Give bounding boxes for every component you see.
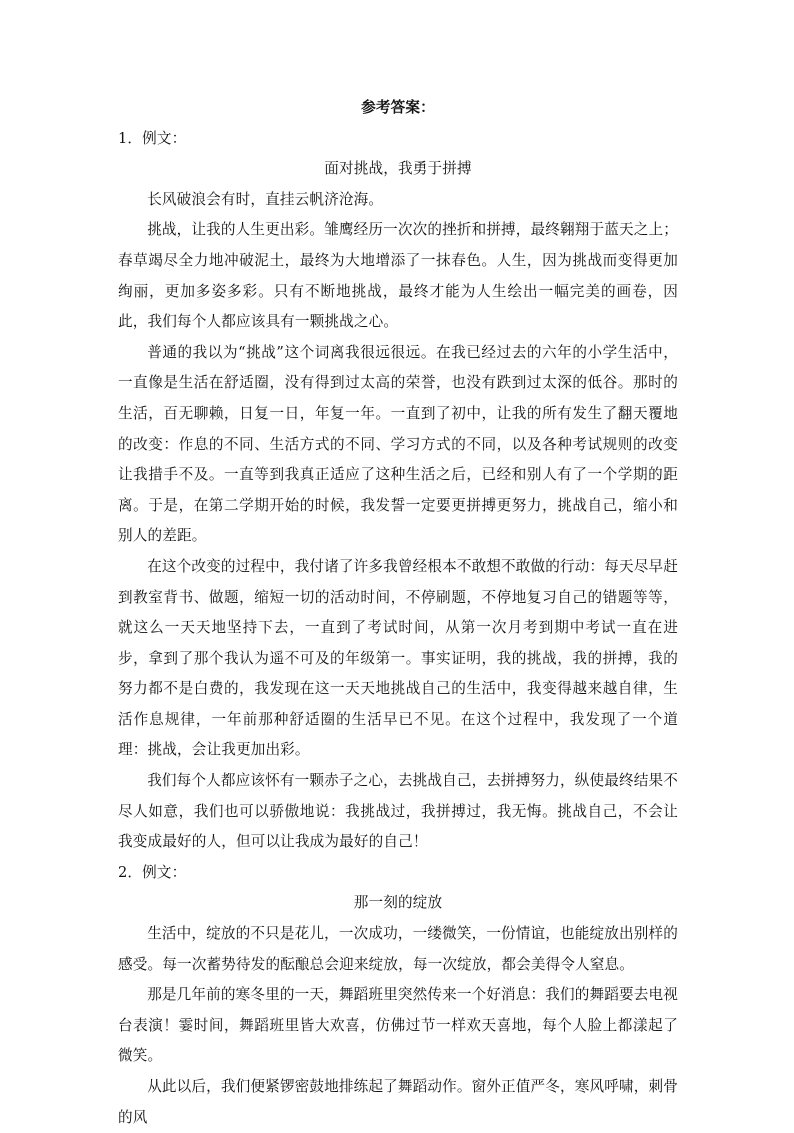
item-1-paragraph: 在这个改变的过程中，我付诸了许多我曾经根本不敢想不敢做的行动：每天尽早赶到教室背书、做题，缩短一切的活动时间，不停刷题，不停地复习自己的错题等等，就这么一天天地坚持下去，一直到了考试时间，从第一次月考到期中考试一直在进步，拿到了那个我认为遥不可及的年级第一。事实证明，我的挑战，我的拼搏，我的努力都不是白费的，我发现在这一天天地挑战自己的生活中，我变得越来越自律，生活作息规律，一年前那种舒适圈的生活早已不见。在这个过程中，我发现了一个道理：挑战，会让我更加出彩。	[118, 557, 678, 759]
item-1-paragraph: 普通的我以为“挑战”这个词离我很远很远。在我已经过去的六年的小学生活中，一直像是生活在舒适圈，没有得到过太高的荣誉，也没有跌到过太深的低谷。那时的生活，百无聊赖，日复一日，年复一年。一直到了初中，让我的所有发生了翻天覆地的改变：作息的不同、生活方式的不同、学习方式的不同，以及各种考试规则的改变让我措手不及。一直等到我真正适应了这种生活之后，已经和别人有了一个学期的距离。于是，在第二学期开始的时候，我发誓一定要更拼搏更努力，挑战自己，缩小和别人的差距。	[118, 343, 678, 545]
item-2-paragraph: 从此以后，我们便紧锣密鼓地排练起了舞蹈动作。窗外正值严冬，寒风呼啸，刺骨的风	[118, 1078, 678, 1126]
item-2-paragraph: 那是几年前的寒冬里的一天，舞蹈班里突然传来一个好消息：我们的舞蹈要去电视台表演！霎时间，舞蹈班里皆大欢喜，仿佛过节一样欢天喜地，每个人脸上都漾起了微笑。	[118, 986, 678, 1065]
item-1-essay-title: 面对挑战，我勇于拼搏	[324, 160, 472, 178]
item-2-label: 2．例文：	[118, 863, 187, 881]
item-2-essay-title: 那一刻的绽放	[353, 894, 443, 912]
item-1-paragraph: 我们每个人都应该怀有一颗赤子之心，去挑战自己，去拼搏努力，纵使最终结果不尽人如意，我们也可以骄傲地说：我挑战过，我拼搏过，我无悔。挑战自己，不会让我变成最好的人，但可以让我成为最好的自己！	[118, 772, 678, 851]
item-1-paragraph: 长风破浪会有时，直挂云帆济沧海。	[147, 190, 384, 208]
item-1-label: 1．例文：	[118, 129, 187, 147]
answer-heading: 参考答案：	[361, 99, 435, 116]
answer-content	[118, 93, 678, 1133]
item-1-paragraph: 挑战，让我的人生更出彩。雏鹰经历一次次的挫折和拼搏，最终翱翔于蓝天之上；春草竭尽全力地冲破泥土，最终为大地增添了一抹春色。人生，因为挑战而变得更加绚丽，更加多姿多彩。只有不断地挑战，最终才能为人生绘出一幅完美的画卷，因此，我们每个人都应该具有一颗挑战之心。	[118, 221, 678, 331]
item-2-paragraph: 生活中，绽放的不只是花儿，一次成功，一缕微笑，一份情谊，也能绽放出别样的感受。每一次蓄势待发的酝酿总会迎来绽放，每一次绽放，都会美得令人窒息。	[118, 925, 678, 973]
